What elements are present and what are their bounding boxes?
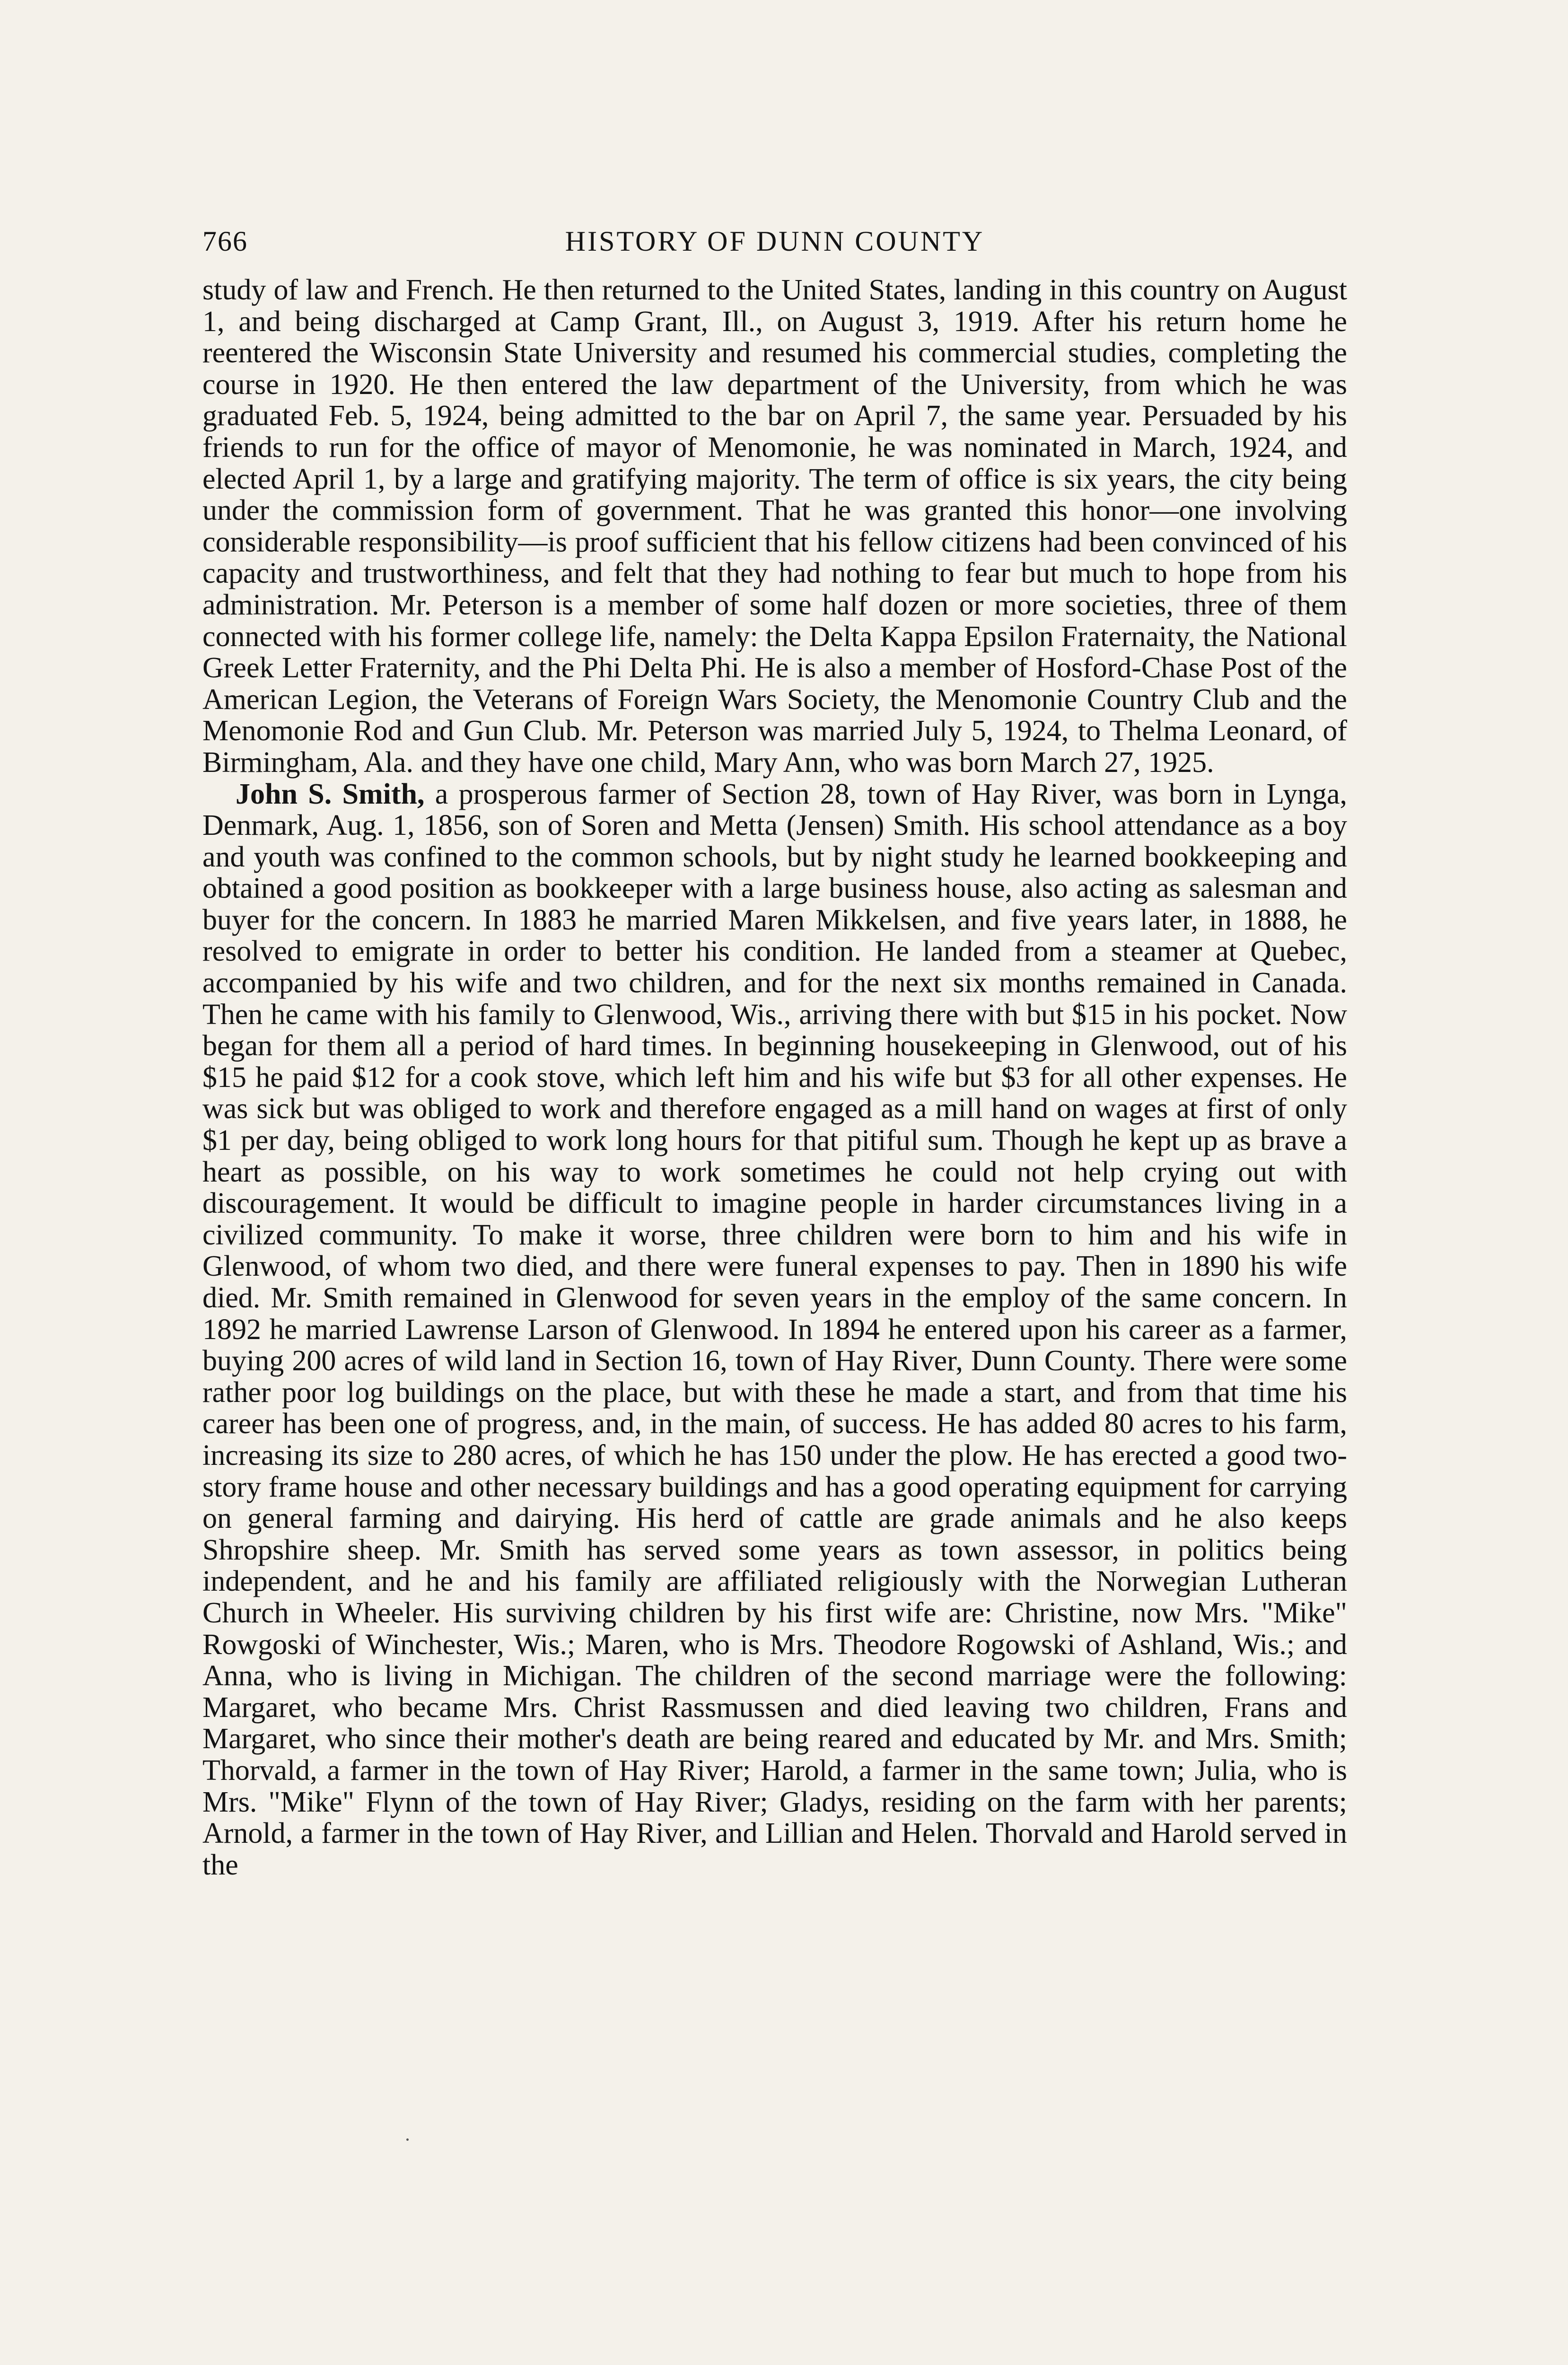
page-number: 766 bbox=[202, 226, 248, 257]
page-header bbox=[202, 222, 1347, 260]
running-head: HISTORY OF DUNN COUNTY bbox=[565, 226, 985, 257]
body-text bbox=[202, 274, 1347, 1881]
paragraph-john-s-smith bbox=[202, 779, 1347, 1881]
print-speck bbox=[406, 2138, 409, 2141]
subject-name: John S. Smith, bbox=[236, 778, 425, 810]
paragraph-text: a prosperous farmer of Section 28, town of Hay River, was born in Lynga, Denmark, Aug. 1, 1856, son of Soren and Metta (Jensen) Smith. His school attendance as a boy and youth was confined to the common schools, but by night study he learned bookkeeping and obtained a good position as bookkeeper with a large business house, also acting as salesman and buyer for the concern. In 1883 he married Maren Mikkelsen, and five years later, in 1888, he resolved to emigrate in order to better his condition. He landed from a steamer at Quebec, accompanied by his wife and two children, and for the next six months remained in Canada. Then he came with his family to Glenwood, Wis., arriving there with but $15 in his pocket. Now began for them all a period of hard times. In beginning housekeeping in Glenwood, out of his $15 he paid $12 for a cook stove, which left him and his wife but $3 for all other expenses. He was sick but was obliged to work and therefore engaged as a mill hand on wages at first of only $1 per day, being obliged to work long hours for that pitiful sum. Though he kept up as brave a heart as possible, on his way to work sometimes he could not help crying out with discouragement. It would be difficult to imagine people in harder circumstances living in a civilized community. To make it worse, three children were born to him and his wife in Glenwood, of whom two died, and there were funeral expenses to pay. Then in 1890 his wife died. Mr. Smith remained in Glenwood for seven years in the employ of the same concern. In 1892 he married Lawrense Larson of Glenwood. In 1894 he entered upon his career as a farmer, buying 200 acres of wild land in Section 16, town of Hay River, Dunn County. There were some rather poor log buildings on the place, but with these he made a start, and from that time his career has been one of progress, and, in the main, of success. He has added 80 acres to his farm, increasing its size to 280 acres, of which he has 150 under the plow. He has erected a good two-story frame house and other necessary buildings and has a good operating equipment for carrying on general farming and dairying. His herd of cattle are grade animals and he also keeps Shropshire sheep. Mr. Smith has served some years as town assessor, in politics being independent, and he and his family are affiliated religiously with the Norwegian Lutheran Church in Wheeler. His surviving children by his first wife are: Christine, now Mrs. "Mike" Rowgoski of Winchester, Wis.; Maren, who is Mrs. Theodore Rogowski of Ashland, Wis.; and Anna, who is living in Michigan. The children of the second marriage were the following: Margaret, who became Mrs. Christ Rassmussen and died leaving two children, Frans and Margaret, who since their mother's death are being reared and educated by Mr. and Mrs. Smith; Thorvald, a farmer in the town of Hay River; Harold, a farmer in the same town; Julia, who is Mrs. "Mike" Flynn of the town of Hay River; Gladys, residing on the farm with her parents; Arnold, a farmer in the town of Hay River, and Lillian and Helen. Thorvald and Harold served in the bbox=[202, 778, 1347, 1881]
paragraph-peterson-continued: study of law and French. He then returned to the United States, landing in this country on August 1, and being discharged at Camp Grant, Ill., on August 3, 1919. After his return home he reentered the Wisconsin State University and resumed his commercial studies, completing the course in 1920. He then entered the law department of the University, from which he was graduated Feb. 5, 1924, being admitted to the bar on April 7, the same year. Persuaded by his friends to run for the office of mayor of Menomonie, he was nominated in March, 1924, and elected April 1, by a large and gratifying majority. The term of office is six years, the city being under the commission form of government. That he was granted this honor—one involving considerable responsibility—is proof sufficient that his fellow citizens had been convinced of his capacity and trustworthiness, and felt that they had nothing to fear but much to hope from his administration. Mr. Peterson is a member of some half dozen or more societies, three of them connected with his former college life, namely: the Delta Kappa Epsilon Fraternaity, the National Greek Letter Fraternity, and the Phi Delta Phi. He is also a member of Hosford-Chase Post of the American Legion, the Veterans of Foreign Wars Society, the Menomonie Country Club and the Menomonie Rod and Gun Club. Mr. Peterson was married July 5, 1924, to Thelma Leonard, of Birmingham, Ala. and they have one child, Mary Ann, who was born March 27, 1925. bbox=[202, 274, 1347, 779]
